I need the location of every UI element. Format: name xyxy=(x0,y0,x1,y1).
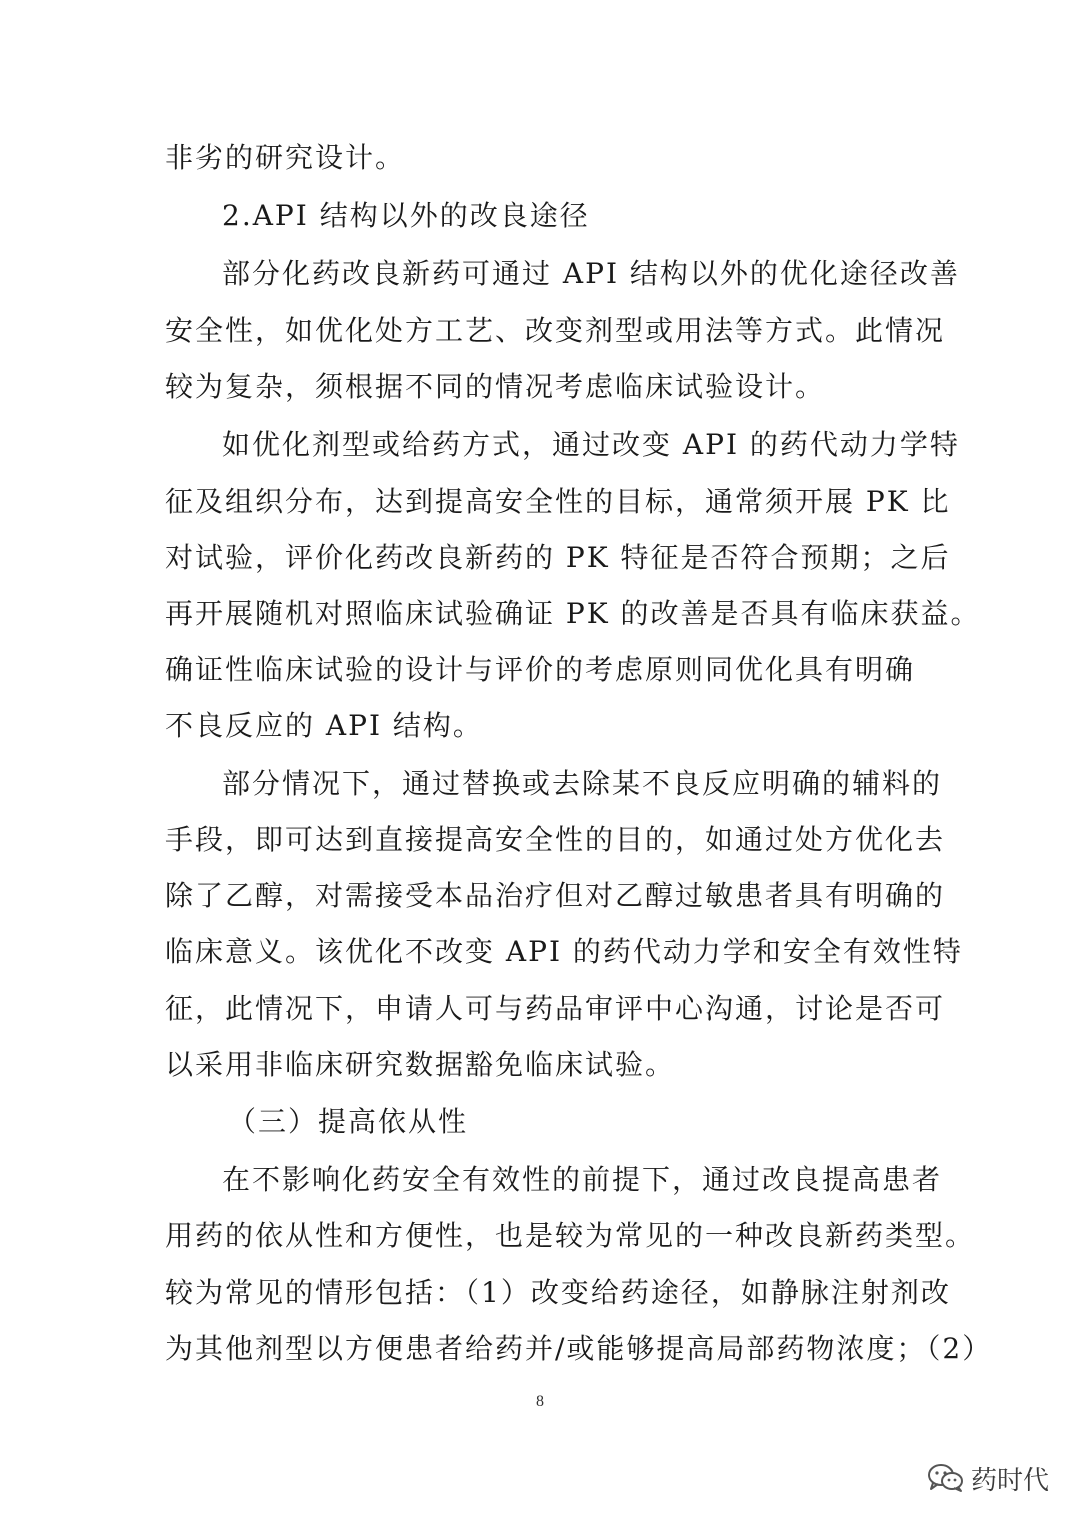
section-heading: （三）提高依从性 xyxy=(228,1105,469,1138)
paragraph-line: 对试验，评价化药改良新药的 PK 特征是否符合预期；之后 xyxy=(165,541,951,574)
paragraph-line: 再开展随机对照临床试验确证 PK 的改善是否具有临床获益。 xyxy=(165,597,981,630)
paragraph-line: 确证性临床试验的设计与评价的考虑原则同优化具有明确 xyxy=(165,653,916,686)
paragraph-line: 部分情况下，通过替换或去除某不良反应明确的辅料的 xyxy=(222,767,943,800)
section-heading: 2.API 结构以外的改良途径 xyxy=(222,199,590,232)
wechat-icon xyxy=(927,1463,965,1493)
paragraph-line: 征，此情况下，申请人可与药品审评中心沟通，讨论是否可 xyxy=(165,992,946,1025)
paragraph-line: 如优化剂型或给药方式，通过改变 API 的药代动力学特 xyxy=(222,428,960,461)
paragraph-line: 为其他剂型以方便患者给药并/或能够提高局部药物浓度；（2） xyxy=(165,1332,993,1365)
paragraph-line: 较为常见的情形包括：（1）改变给药途径，如静脉注射剂改 xyxy=(165,1276,951,1309)
paragraph-line: 临床意义。该优化不改变 API 的药代动力学和安全有效性特 xyxy=(165,935,963,968)
paragraph-line: 除了乙醇，对需接受本品治疗但对乙醇过敏患者具有明确的 xyxy=(165,879,946,912)
paragraph-line: 以采用非临床研究数据豁免临床试验。 xyxy=(165,1048,676,1081)
paragraph-line: 较为复杂，须根据不同的情况考虑临床试验设计。 xyxy=(165,370,826,403)
paragraph-line: 手段，即可达到直接提高安全性的目的，如通过处方优化去 xyxy=(165,823,946,856)
paragraph-line: 不良反应的 API 结构。 xyxy=(165,709,483,742)
page-number: 8 xyxy=(536,1393,544,1410)
paragraph-line: 征及组织分布，达到提高安全性的目标，通常须开展 PK 比 xyxy=(165,485,951,518)
watermark-text: 药时代 xyxy=(971,1465,1050,1496)
paragraph-line: 非劣的研究设计。 xyxy=(165,141,406,174)
watermark xyxy=(927,1458,1049,1498)
paragraph-line: 用药的依从性和方便性，也是较为常见的一种改良新药类型。 xyxy=(165,1219,976,1252)
paragraph-line: 在不影响化药安全有效性的前提下，通过改良提高患者 xyxy=(222,1163,943,1196)
paragraph-line: 部分化药改良新药可通过 API 结构以外的优化途径改善 xyxy=(222,257,960,290)
paragraph-line: 安全性，如优化处方工艺、改变剂型或用法等方式。此情况 xyxy=(165,314,946,347)
